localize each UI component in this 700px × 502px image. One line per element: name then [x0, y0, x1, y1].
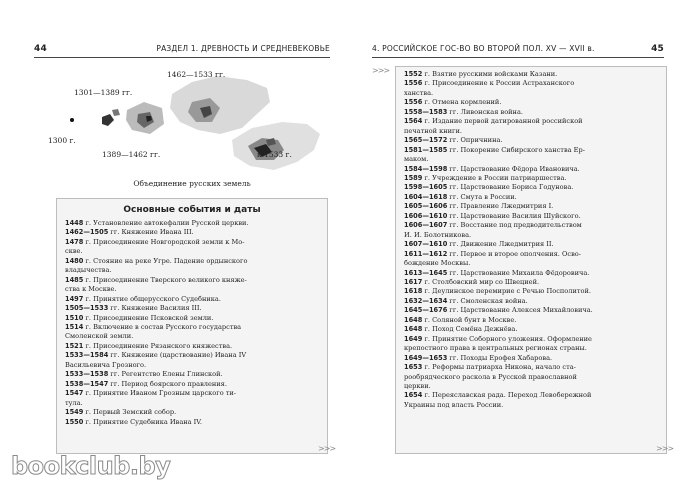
event-text: г. Первый Земский собор.: [83, 408, 177, 417]
event-row: [65, 219, 321, 228]
event-row: [65, 314, 321, 323]
event-row: [404, 306, 660, 315]
event-row: [404, 70, 660, 79]
event-text: гг. Царствование Михаила Фёдоровича.: [447, 268, 590, 277]
event-row: [404, 325, 660, 334]
event-row: [404, 221, 660, 230]
event-row: [65, 238, 321, 247]
event-row: [404, 98, 660, 107]
event-date: 1589: [404, 173, 423, 182]
event-date: 1497: [65, 294, 84, 303]
event-text: гг. Княжение Ивана III.: [108, 228, 194, 237]
event-row: [404, 155, 660, 164]
event-date: 1584—1598: [404, 164, 448, 173]
left-page-number: 44: [34, 44, 47, 54]
events-list-left: [57, 219, 327, 427]
event-date: 1448: [65, 219, 84, 227]
right-header-rule: [372, 57, 664, 58]
event-row: [404, 89, 660, 98]
map-label-1462-1533: 1462—1533 гг.: [167, 70, 226, 79]
event-row: [65, 304, 321, 313]
event-text: церкви.: [404, 381, 431, 390]
event-row: [404, 363, 660, 372]
event-text: г. Взятие русскими войсками Казани.: [422, 70, 558, 78]
event-date: 1533—1584: [65, 351, 109, 360]
event-date: 1617: [404, 277, 423, 286]
event-text: владычества.: [65, 266, 112, 275]
event-date: 1514: [65, 322, 84, 331]
event-text: г. Присоединение Новгородской земли к Мо-: [83, 237, 245, 246]
event-date: 1606—1610: [404, 211, 448, 220]
event-text: гг. Правление Лжедмитрия I.: [447, 202, 554, 211]
event-date: 1549: [65, 408, 84, 417]
event-date: 1605—1606: [404, 202, 448, 211]
event-text: гг. Княжение (царствование) Ивана IV: [108, 351, 247, 360]
event-date: 1565—1572: [404, 136, 448, 145]
event-date: 1485: [65, 275, 84, 284]
event-text: тула.: [65, 398, 83, 407]
event-text: г. Соляной бунт в Москве.: [422, 315, 517, 324]
event-text: гг. Княжение Василия III.: [108, 304, 202, 313]
event-date: 1510: [65, 313, 84, 322]
event-date: 1649—1653: [404, 353, 448, 362]
event-row: [404, 79, 660, 88]
event-row: [404, 174, 660, 183]
event-text: бождение Москвы.: [404, 259, 471, 268]
event-row: [404, 165, 660, 174]
event-row: [65, 399, 321, 408]
event-row: [404, 117, 660, 126]
event-date: 1547: [65, 389, 84, 398]
map-caption: Объединение русских земель: [133, 179, 251, 188]
event-date: 1581—1585: [404, 145, 448, 154]
event-row: [404, 316, 660, 325]
event-date: 1564: [404, 117, 423, 126]
event-text: скве.: [65, 247, 83, 256]
event-date: 1645—1676: [404, 306, 448, 315]
event-date: 1462—1505: [65, 228, 109, 237]
event-date: 1550: [65, 417, 84, 426]
event-row: [404, 382, 660, 391]
event-text: г. Принятие Иваном Грозным царского ти-: [83, 389, 237, 398]
event-row: [65, 257, 321, 266]
event-row: [65, 276, 321, 285]
events-box-left: [56, 198, 328, 454]
event-text: г. Включение в состав Русского государства: [83, 322, 242, 331]
map-shape-1389-1462: [126, 102, 164, 134]
event-row: [404, 146, 660, 155]
event-text: г. Столбовский мир со Швецией.: [422, 277, 540, 286]
event-text: г. Присоединение к России Астраханского: [422, 79, 575, 88]
event-text: гг. Движение Лжедмитрия II.: [447, 240, 554, 249]
event-row: [65, 247, 321, 256]
event-text: гг. Смоленская война.: [447, 296, 528, 305]
map-label-1389-1462: 1389—1462 гг.: [102, 150, 161, 159]
event-text: И. И. Болотникова.: [404, 230, 472, 239]
event-row: [404, 250, 660, 259]
event-date: 1654: [404, 391, 423, 400]
map-shape-1462-1533: [170, 76, 270, 134]
map-shape-1301-1389: [102, 109, 120, 126]
event-text: ханства.: [404, 88, 434, 97]
event-text: г. Переяславская рада. Переход Левобережной: [422, 391, 592, 400]
event-text: г. Принятие Судебника Ивана IV.: [83, 417, 202, 426]
event-row: [65, 266, 321, 275]
map-drawing: [52, 62, 324, 194]
event-text: рообрядческого раскола в Русской православной: [404, 372, 577, 381]
event-date: 1653: [404, 363, 423, 372]
event-row: [65, 351, 321, 360]
map-label-1301-1389: 1301—1389 гг.: [74, 88, 133, 97]
event-row: [65, 323, 321, 332]
event-date: 1556: [404, 98, 423, 107]
continue-marker-right-top: >>>: [372, 66, 390, 75]
event-date: 1552: [404, 70, 423, 78]
event-date: 1649: [404, 334, 423, 343]
left-header-rule: [34, 57, 330, 58]
site-watermark: bookclub.by: [11, 452, 171, 480]
event-row: [404, 269, 660, 278]
event-date: 1607—1610: [404, 240, 448, 249]
event-row: [404, 108, 660, 117]
event-row: [65, 295, 321, 304]
event-row: [65, 370, 321, 379]
left-page-header: [34, 44, 330, 54]
event-text: ства к Москве.: [65, 285, 117, 294]
event-row: [404, 202, 660, 211]
event-row: [404, 297, 660, 306]
event-text: г. Принятие общерусского Судебника.: [83, 294, 221, 303]
event-row: [65, 361, 321, 370]
event-text: печатной книги.: [404, 126, 462, 135]
event-row: [65, 389, 321, 398]
event-text: маком.: [404, 155, 429, 164]
map-illustration: [48, 62, 324, 194]
map-shape-1533: [232, 122, 320, 170]
event-text: гг. Восстание под предводительством: [447, 221, 582, 230]
event-date: 1632—1634: [404, 296, 448, 305]
event-date: 1556: [404, 79, 423, 88]
event-text: г. Присоединение Тверского великого княже-: [83, 275, 247, 284]
event-text: гг. Царствование Василия Шуйского.: [447, 211, 581, 220]
event-row: [65, 380, 321, 389]
map-shape-1300: [70, 118, 74, 122]
event-date: 1613—1645: [404, 268, 448, 277]
events-box-right: [395, 66, 667, 454]
event-row: [65, 418, 321, 427]
event-row: [404, 391, 660, 400]
event-row: [65, 332, 321, 341]
event-text: Васильевича Грозного.: [65, 360, 147, 369]
event-row: [404, 183, 660, 192]
event-text: г. Реформы патриарха Никона, начало ста-: [422, 363, 576, 372]
event-row: [404, 127, 660, 136]
event-date: 1558—1583: [404, 107, 448, 116]
event-text: г. Поход Семёна Дежнёва.: [422, 325, 518, 334]
right-page-number: 45: [651, 44, 664, 54]
event-text: г. Издание первой датированной российской: [422, 117, 583, 126]
map-label-1533: к 1533 г.: [257, 150, 292, 159]
events-list-right: [396, 67, 666, 410]
event-text: гг. Период боярского правления.: [108, 379, 227, 388]
event-date: 1648: [404, 325, 423, 334]
event-row: [404, 240, 660, 249]
event-date: 1505—1533: [65, 304, 109, 313]
map-label-1300: 1300 г.: [48, 136, 76, 145]
event-text: г. Установление автокефалии Русской церкви.: [83, 219, 249, 227]
event-row: [404, 212, 660, 221]
event-row: [404, 401, 660, 410]
event-text: г. Стояние на реке Угре. Падение ордынского: [83, 256, 248, 265]
event-row: [404, 354, 660, 363]
event-text: гг. Ливонская война.: [447, 107, 523, 116]
event-date: 1611—1612: [404, 249, 448, 258]
event-row: [404, 335, 660, 344]
right-page-header: [372, 44, 664, 54]
event-text: крепостного права в центральных регионах страны.: [404, 344, 587, 353]
event-date: 1521: [65, 341, 84, 350]
event-date: 1538—1547: [65, 379, 109, 388]
continue-marker-left: >>>: [318, 444, 336, 453]
event-row: [65, 228, 321, 237]
event-text: гг. Регентство Елены Глинской.: [108, 370, 223, 379]
right-running-title: 4. РОССИЙСКОЕ ГОС-ВО ВО ВТОРОЙ ПОЛ. XV — XVII в.: [372, 44, 595, 53]
event-row: [404, 193, 660, 202]
event-row: [404, 373, 660, 382]
event-date: 1618: [404, 287, 423, 296]
event-text: гг. Царствование Фёдора Ивановича.: [447, 164, 580, 173]
event-row: [404, 287, 660, 296]
event-text: гг. Первое и второе ополчения. Осво-: [447, 249, 582, 258]
event-date: 1478: [65, 237, 84, 246]
left-running-title: РАЗДЕЛ 1. ДРЕВНОСТЬ И СРЕДНЕВЕКОВЬЕ: [156, 44, 330, 53]
event-text: гг. Царствование Алексея Михайловича.: [447, 306, 593, 315]
event-text: гг. Покорение Сибирского ханства Ер-: [447, 145, 585, 154]
event-row: [404, 344, 660, 353]
event-text: г. Присоединение Рязанского княжества.: [83, 341, 233, 350]
event-row: [65, 408, 321, 417]
event-text: гг. Царствование Бориса Годунова.: [447, 183, 574, 192]
event-date: 1604—1618: [404, 192, 448, 201]
event-date: 1533—1538: [65, 370, 109, 379]
event-text: гг. Походы Ерофея Хабарова.: [447, 353, 553, 362]
event-text: Смоленской земли.: [65, 332, 134, 341]
event-row: [404, 278, 660, 287]
event-text: гг. Смута в России.: [447, 192, 517, 201]
events-box-title: Основные события и даты: [123, 205, 261, 215]
event-text: г. Отмена кормлений.: [422, 98, 502, 107]
event-text: г. Учреждение в России патриаршества.: [422, 173, 567, 182]
event-row: [404, 136, 660, 145]
event-text: г. Деулинское перемирие с Речью Посполитой.: [422, 287, 591, 296]
continue-marker-right-bottom: >>>: [656, 444, 674, 453]
event-row: [65, 285, 321, 294]
event-date: 1648: [404, 315, 423, 324]
event-row: [65, 342, 321, 351]
event-date: 1606—1607: [404, 221, 448, 230]
event-text: г. Присоединение Псковской земли.: [83, 313, 214, 322]
event-row: [404, 231, 660, 240]
event-text: Украины под власть России.: [404, 400, 504, 409]
event-row: [404, 259, 660, 268]
event-date: 1598—1605: [404, 183, 448, 192]
event-date: 1480: [65, 256, 84, 265]
event-text: гг. Опричнина.: [447, 136, 503, 145]
event-text: г. Принятие Соборного уложения. Оформление: [422, 334, 592, 343]
